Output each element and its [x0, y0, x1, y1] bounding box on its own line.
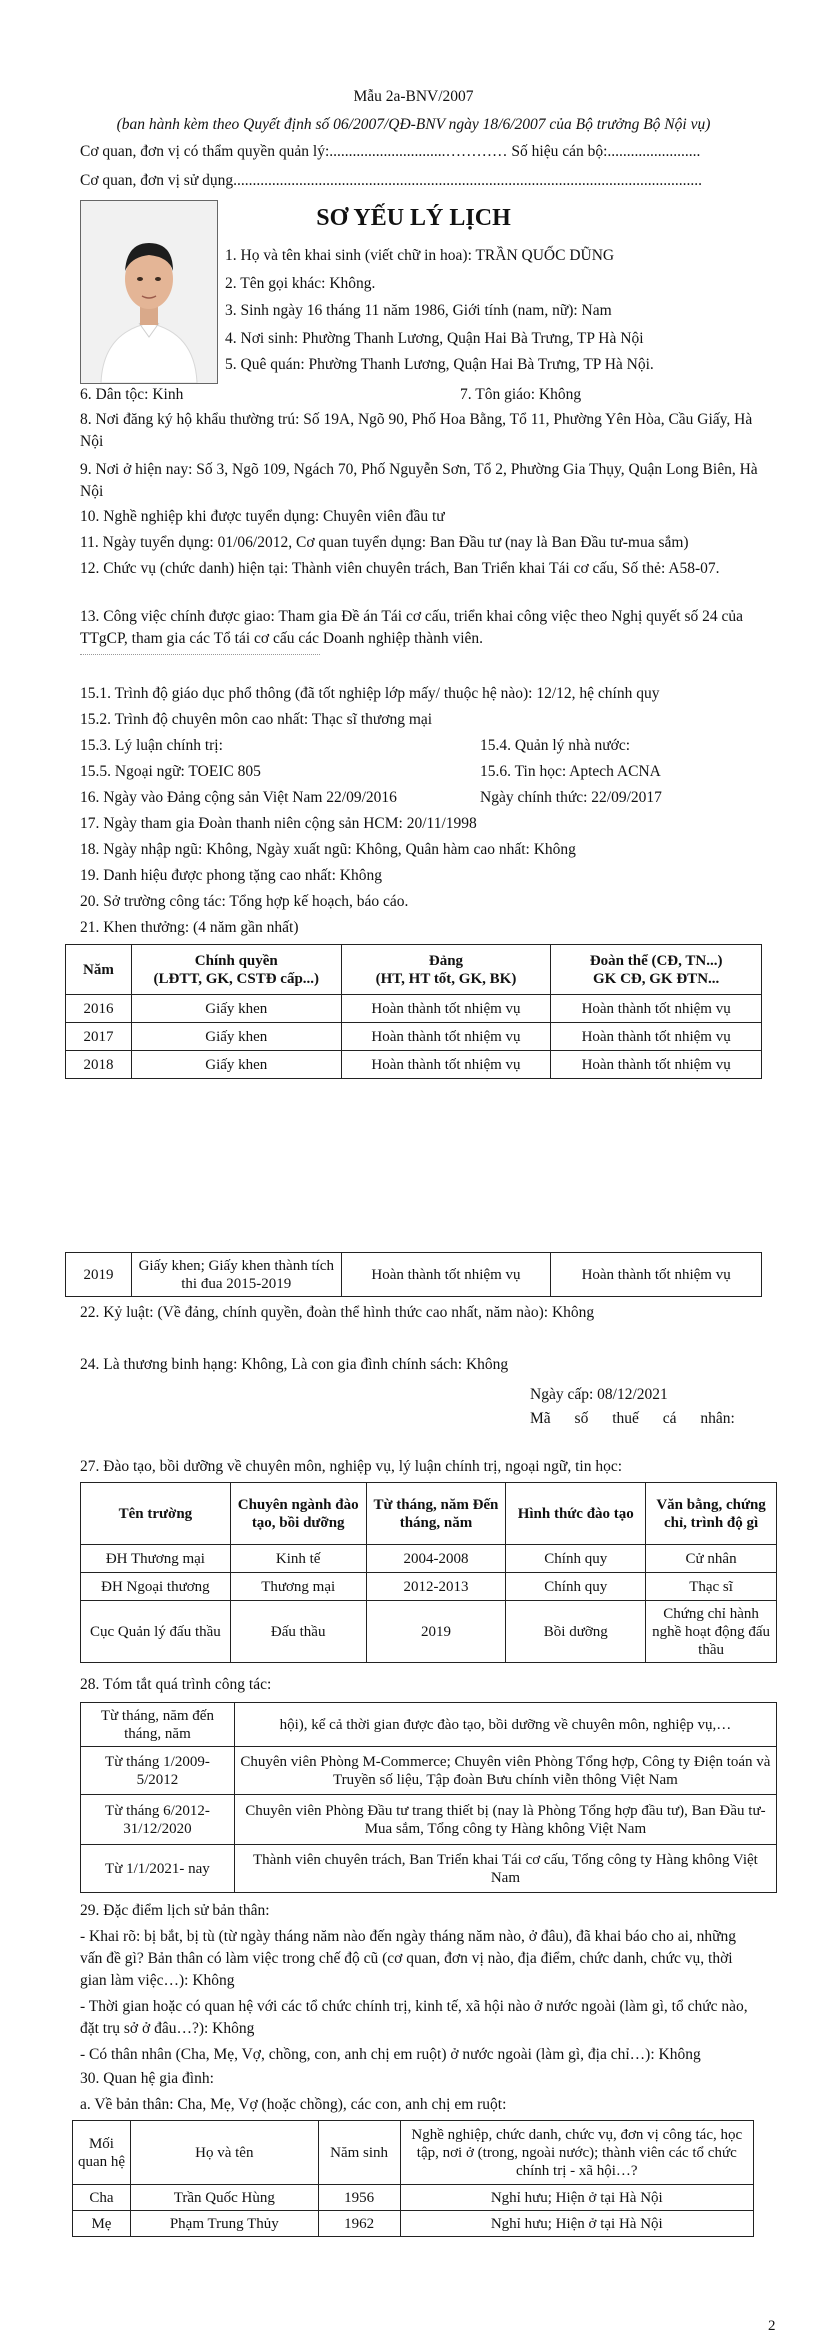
awards-header-government-title: Chính quyền — [194, 952, 278, 969]
family-relation: Cha — [73, 2185, 131, 2211]
assigned-work: 13. Công việc chính được giao: Tham gia Đề án Tái cơ cấu, triển khai công việc theo Nghị quyết số 24 của TTgCP, tham gia các Tổ tái cơ cấu các Doanh nghiệp thành viên. — [80, 608, 743, 647]
table-row — [73, 2211, 754, 2237]
first-job: 10. Nghề nghiệp khi được tuyển dụng: Chuyên viên đầu tư — [80, 508, 445, 525]
table-row — [66, 1253, 762, 1297]
table-row — [81, 1747, 777, 1795]
it-skill: 15.6. Tin học: Aptech ACNA — [480, 763, 661, 780]
decree-note: (ban hành kèm theo Quyết định số 06/2007/QĐ-BNV ngày 18/6/2007 của Bộ trưởng Bộ Nội vụ) — [116, 116, 711, 133]
work-description: Chuyên viên Phòng Đầu tư trang thiết bị (nay là Phòng Tổng hợp đầu tư), Ban Đầu tư-Mua sắm, Tổng công ty Hàng không Việt Nam — [234, 1795, 776, 1845]
work-description: Chuyên viên Phòng M-Commerce; Chuyên viên Phòng Tổng hợp, Công ty Điện toán và Truyền số liệu, Tập đoàn Bưu chính viễn thông Việt Nam — [234, 1747, 776, 1795]
awards-header-row — [66, 945, 762, 995]
foreign-language: 15.5. Ngoại ngữ: TOEIC 805 — [80, 763, 261, 780]
youth-union-date: 17. Ngày tham gia Đoàn thanh niên cộng sản HCM: 20/11/1998 — [80, 815, 477, 832]
work-history-table — [80, 1702, 777, 1893]
awards-header-party-note: (HT, HT tốt, GK, BK) — [375, 970, 517, 987]
work-period: Từ tháng 6/2012-31/12/2020 — [81, 1795, 235, 1845]
family-birth-year: 1956 — [318, 2185, 400, 2211]
birth-date: 3. Sinh ngày 16 tháng 11 năm 1986, Giới tính (nam, nữ): Nam — [225, 302, 612, 319]
award-year: 2018 — [66, 1051, 132, 1079]
work-period: Từ 1/1/2021- nay — [81, 1845, 235, 1893]
work-description: hội), kể cả thời gian được đào tạo, bồi dưỡng về chuyên môn, nghiệp vụ,… — [234, 1703, 776, 1747]
family-name: Trần Quốc Hùng — [130, 2185, 318, 2211]
table-row — [66, 1051, 762, 1079]
history-label: 29. Đặc điểm lịch sử bản thân: — [80, 1902, 270, 1919]
award-union: Hoàn thành tốt nhiệm vụ — [551, 1051, 762, 1079]
awards-header-union-title: Đoàn thể (CĐ, TN...) — [589, 952, 723, 969]
using-agency-line: Cơ quan, đơn vị sử dụng......................................................................................................................... — [80, 172, 702, 189]
training-label: 27. Đào tạo, bồi dưỡng về chuyên môn, nghiệp vụ, lý luận chính trị, ngoại ngữ, tin học: — [80, 1458, 623, 1475]
state-management: 15.4. Quản lý nhà nước: — [480, 737, 631, 754]
table-row — [66, 995, 762, 1023]
cropped-line — [80, 654, 320, 657]
training-major: Thương mại — [230, 1573, 366, 1601]
award-party: Hoàn thành tốt nhiệm vụ — [341, 1051, 551, 1079]
family-birth-year: 1962 — [318, 2211, 400, 2237]
history-detail-3: - Có thân nhân (Cha, Mẹ, Vợ, chồng, con, anh chị em ruột) ở nước ngoài (làm gì, địa chỉ…): Không — [80, 2046, 701, 2063]
family-occupation: Nghỉ hưu; Hiện ở tại Hà Nội — [400, 2211, 753, 2237]
table-row — [73, 2185, 754, 2211]
awards-table-continued — [65, 1252, 762, 1297]
work-history-label: 28. Tóm tắt quá trình công tác: — [80, 1676, 272, 1693]
family-name: Phạm Trung Thủy — [130, 2211, 318, 2237]
highest-degree: 15.2. Trình độ chuyên môn cao nhất: Thạc sĩ thương mại — [80, 711, 433, 728]
family-occupation: Nghỉ hưu; Hiện ở tại Hà Nội — [400, 2185, 753, 2211]
award-union: Hoàn thành tốt nhiệm vụ — [551, 1253, 762, 1297]
form-code: Mẫu 2a-BNV/2007 — [353, 88, 474, 105]
award-party: Hoàn thành tốt nhiệm vụ — [341, 1023, 551, 1051]
family-sub-label: a. Về bản thân: Cha, Mẹ, Vợ (hoặc chồng), các con, anh chị em ruột: — [80, 2096, 507, 2113]
other-name: 2. Tên gọi khác: Không. — [225, 275, 376, 292]
training-header-mode: Hình thức đào tạo — [506, 1483, 646, 1545]
training-school: ĐH Thương mại — [81, 1545, 231, 1573]
training-header-school: Tên trường — [81, 1483, 231, 1545]
tax-code: Mã số thuế cá nhân: — [530, 1410, 735, 1427]
family-header-row — [73, 2121, 754, 2185]
awards-header-party — [341, 945, 551, 995]
political-theory: 15.3. Lý luận chính trị: — [80, 737, 223, 754]
awards-header-government — [131, 945, 341, 995]
general-education: 15.1. Trình độ giáo dục phổ thông (đã tốt nghiệp lớp mấy/ thuộc hệ nào): 12/12, hệ chính quy — [80, 685, 660, 702]
registered-address: 8. Nơi đăng ký hộ khẩu thường trú: Số 19A, Ngõ 90, Phố Hoa Bằng, Tổ 11, Phường Yên Hòa, Cầu Giấy, Hà Nội — [80, 411, 753, 450]
training-table — [80, 1482, 777, 1663]
table-row — [81, 1795, 777, 1845]
training-degree: Cử nhân — [646, 1545, 777, 1573]
training-period: 2012-2013 — [366, 1573, 506, 1601]
family-header-birth-year: Năm sinh — [318, 2121, 400, 2185]
table-row — [81, 1703, 777, 1747]
table-row — [81, 1573, 777, 1601]
recruit-date: 11. Ngày tuyển dụng: 01/06/2012, Cơ quan tuyển dụng: Ban Đầu tư (nay là Ban Đầu tư-mua sắm) — [80, 534, 689, 551]
award-year: 2019 — [66, 1253, 132, 1297]
training-header-major: Chuyên ngành đào tạo, bồi dưỡng — [230, 1483, 366, 1545]
award-government: Giấy khen — [131, 1051, 341, 1079]
table-row — [81, 1601, 777, 1663]
hometown: 5. Quê quán: Phường Thanh Lương, Quận Hai Bà Trưng, TP Hà Nội. — [225, 356, 654, 373]
training-school: Cục Quản lý đấu thầu — [81, 1601, 231, 1663]
award-party: Hoàn thành tốt nhiệm vụ — [341, 995, 551, 1023]
training-header-row — [81, 1483, 777, 1545]
training-period: 2019 — [366, 1601, 506, 1663]
work-period: Từ tháng, năm đến tháng, năm — [81, 1703, 235, 1747]
discipline: 22. Kỷ luật: (Về đảng, chính quyền, đoàn thể hình thức cao nhất, năm nào): Không — [80, 1304, 595, 1321]
work-description: Thành viên chuyên trách, Ban Triển khai Tái cơ cấu, Tổng công ty Hàng không Việt Nam — [234, 1845, 776, 1893]
awards-label: 21. Khen thưởng: (4 năm gần nhất) — [80, 919, 299, 936]
award-year: 2017 — [66, 1023, 132, 1051]
war-invalid: 24. Là thương binh hạng: Không, Là con gia đình chính sách: Không — [80, 1356, 509, 1373]
training-major: Kinh tế — [230, 1545, 366, 1573]
award-union: Hoàn thành tốt nhiệm vụ — [551, 995, 762, 1023]
award-government: Giấy khen — [131, 995, 341, 1023]
award-government: Giấy khen — [131, 1023, 341, 1051]
full-name: 1. Họ và tên khai sinh (viết chữ in hoa): TRẦN QUỐC DŨNG — [225, 247, 615, 264]
current-address: 9. Nơi ở hiện nay: Số 3, Ngõ 109, Ngách 70, Phố Nguyễn Sơn, Tổ 2, Phường Gia Thụy, Quận Long Biên, Hà Nội — [80, 461, 758, 500]
training-mode: Chính quy — [506, 1573, 646, 1601]
training-major: Đấu thầu — [230, 1601, 366, 1663]
family-header-relation: Mối quan hệ — [73, 2121, 131, 2185]
training-degree: Thạc sĩ — [646, 1573, 777, 1601]
training-header-degree: Văn bằng, chứng chỉ, trình độ gì — [646, 1483, 777, 1545]
family-label: 30. Quan hệ gia đình: — [80, 2070, 214, 2087]
award-government: Giấy khen; Giấy khen thành tích thi đua 2015-2019 — [131, 1253, 341, 1297]
awards-header-union — [551, 945, 762, 995]
family-table — [72, 2120, 754, 2237]
party-official-date: Ngày chính thức: 22/09/2017 — [480, 789, 662, 806]
table-row — [81, 1845, 777, 1893]
history-detail-2: - Thời gian hoặc có quan hệ với các tổ chức chính trị, kinh tế, xã hội nào ở nước ngoài (làm gì, tổ chức nào, đặt trụ sở ở đâu…?): Không — [80, 1998, 748, 2037]
birth-place: 4. Nơi sinh: Phường Thanh Lương, Quận Hai Bà Trưng, TP Hà Nội — [225, 330, 644, 347]
current-position: 12. Chức vụ (chức danh) hiện tại: Thành viên chuyên trách, Ban Triển khai Tái cơ cấu, Số thẻ: A58-07. — [80, 560, 720, 577]
ethnicity: 6. Dân tộc: Kinh — [80, 386, 184, 403]
religion: 7. Tôn giáo: Không — [460, 386, 582, 403]
document-title: SƠ YẾU LÝ LỊCH — [316, 205, 511, 231]
awards-table — [65, 944, 762, 1079]
awards-header-year: Năm — [66, 945, 132, 995]
training-header-period: Từ tháng, năm Đến tháng, năm — [366, 1483, 506, 1545]
table-row — [81, 1545, 777, 1573]
family-header-occupation: Nghề nghiệp, chức danh, chức vụ, đơn vị công tác, học tập, nơi ở (trong, ngoài nước); thành viên các tổ chức chính trị - xã hội…? — [400, 2121, 753, 2185]
managing-agency-line: Cơ quan, đơn vị có thẩm quyền quản lý:..............................………… Số hiệu cán bộ:........................ — [80, 143, 701, 160]
table-row — [66, 1023, 762, 1051]
training-degree: Chứng chỉ hành nghề hoạt động đấu thầu — [646, 1601, 777, 1663]
page-number: 2 — [768, 2318, 776, 2334]
work-period: Từ tháng 1/2009-5/2012 — [81, 1747, 235, 1795]
work-strength: 20. Sở trường công tác: Tổng hợp kế hoạch, báo cáo. — [80, 893, 409, 910]
history-detail-1: - Khai rõ: bị bắt, bị tù (từ ngày tháng năm nào đến ngày tháng năm nào, ở đâu), đã khai báo cho ai, những vấn đề gì? Bản thân có làm việc trong chế độ cũ (cơ quan, đơn vị nào, địa điểm, chức danh, chức vụ, thời gian làm việc…): Không — [80, 1928, 737, 1989]
training-school: ĐH Ngoại thương — [81, 1573, 231, 1601]
awards-header-party-title: Đảng — [428, 952, 464, 969]
party-join-date: 16. Ngày vào Đảng cộng sản Việt Nam 22/09/2016 — [80, 789, 397, 806]
training-period: 2004-2008 — [366, 1545, 506, 1573]
family-header-name: Họ và tên — [130, 2121, 318, 2185]
family-relation: Mẹ — [73, 2211, 131, 2237]
award-party: Hoàn thành tốt nhiệm vụ — [341, 1253, 551, 1297]
military-service: 18. Ngày nhập ngũ: Không, Ngày xuất ngũ: Không, Quân hàm cao nhất: Không — [80, 841, 576, 858]
awards-header-union-note: GK CĐ, GK ĐTN... — [593, 970, 720, 987]
issue-date: Ngày cấp: 08/12/2021 — [530, 1386, 668, 1403]
training-mode: Bồi dưỡng — [506, 1601, 646, 1663]
award-year: 2016 — [66, 995, 132, 1023]
training-mode: Chính quy — [506, 1545, 646, 1573]
awards-header-government-note: (LĐTT, GK, CSTĐ cấp...) — [153, 970, 320, 987]
award-union: Hoàn thành tốt nhiệm vụ — [551, 1023, 762, 1051]
honor-title: 19. Danh hiệu được phong tặng cao nhất: Không — [80, 867, 382, 884]
